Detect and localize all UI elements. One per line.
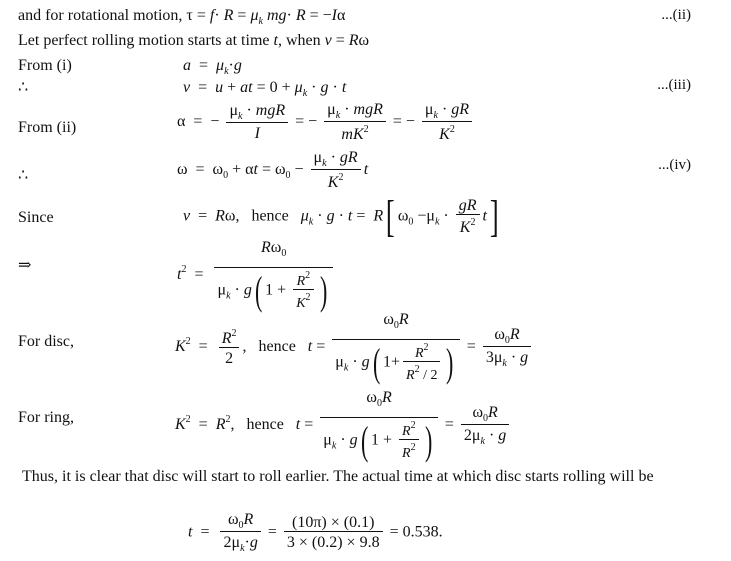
equation-tag-iii: ...(iii) <box>657 77 691 93</box>
final-result: = 0.538. <box>389 523 443 541</box>
final-time-equation: t = $\frac{\omega_0R}{2\mu_k\cdot g}$ = $\frac{(10\pi) \times (0.1)}{3 \times (0.2) \times 9.8}$ = 0.538. <box>188 511 443 554</box>
hence-word: hence <box>251 207 289 225</box>
angular-acceleration-equation: α = − $\frac{\mu_k \cdot mgR}{I}$ = − $\frac{\mu_k \cdot mgR}{mK^2}$ = − $\frac{\mu_k \cdot gR}{K^2}$ <box>177 102 475 143</box>
for-disc-label: For disc, <box>18 333 74 350</box>
for-ring-label: For ring, <box>18 409 74 426</box>
since-label: Since <box>18 209 54 226</box>
line1-prefix: and for rotational motion, <box>18 7 187 24</box>
velocity-equation: v = u + at = $0 + \mu_k \cdot g \cdot t$ <box>183 79 347 99</box>
equation-tag-iv: ...(iv) <box>658 157 691 173</box>
ring-equation: $K^2 = R^2$, hence t = $\omega_0R$ $\mu_k \cdot g$( 1 + $\frac{R^2}{R^2}$ ) = $\frac{\omega_0R}{2\mu_k \cdot g}$ <box>175 390 512 461</box>
hence-word-2: hence <box>258 338 296 356</box>
rotational-motion-line <box>18 8 345 27</box>
torque-equation: $\tau = f\cdot R = \mu_k$ mg· R = −Iα <box>186 7 346 27</box>
therefore-symbol-2: ∴ <box>18 167 29 184</box>
therefore-symbol: ∴ <box>18 79 29 96</box>
hence-word-3: hence <box>246 416 284 434</box>
rolling-condition-equation: v = Rω, hence $\mu_k \cdot g \cdot t = R$[ $\omega_0 -\mu_k$ · $\frac{gR}{K^2}$ t] <box>183 192 499 241</box>
angular-velocity-equation: $\omega = \omega_0 + \alpha t = \omega_0$ − $\frac{\mu_k \cdot gR}{K^2}$ t <box>177 149 369 191</box>
implies-symbol: ⇒ <box>18 257 32 274</box>
from-ii-label: From (ii) <box>18 119 77 136</box>
from-i-label: From (i) <box>18 57 72 74</box>
disc-equation: $K^2$ = $\frac{R^2}{2}$ , hence t = $\omega_0R$ $\mu_k \cdot g$( 1+ $\frac{R^2}{R^2 / 2}$ ) = $\frac{\omega_0R}{3\mu_k \cdot g}$ <box>175 312 534 383</box>
conclusion-paragraph: Thus, it is clear that disc will start to roll earlier. The actual time at which disc starts rolling will be <box>22 468 654 485</box>
equation-tag-ii: ...(ii) <box>661 7 691 23</box>
rolling-condition-line: Let perfect rolling motion starts at time t, when v = Rω <box>18 32 370 49</box>
acceleration-equation: $a = \mu_k\cdot g$ <box>183 57 242 77</box>
time-squared-equation: $t^2$ = $R\omega_0$ $\mu_k \cdot g$( 1 + $\frac{R^2}{K^2}$ ) <box>177 240 336 311</box>
